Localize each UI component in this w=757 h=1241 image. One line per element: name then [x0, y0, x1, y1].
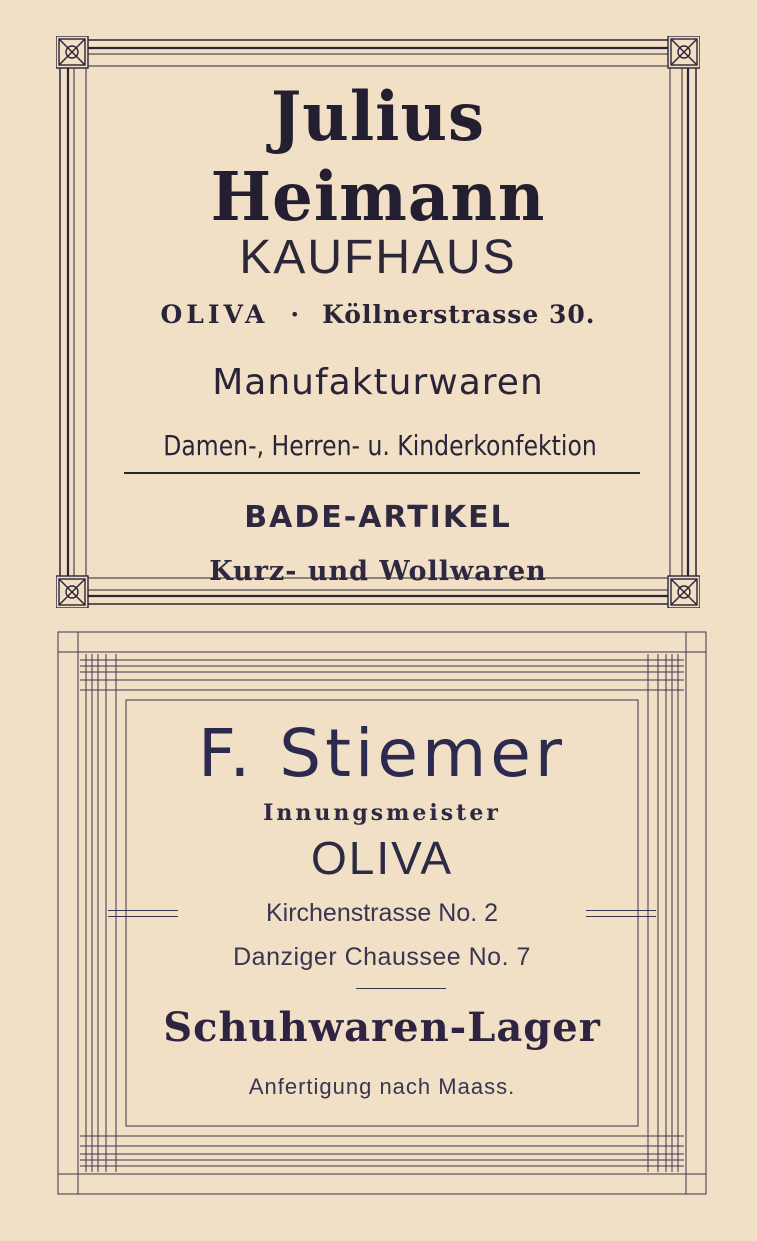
business-line: Schuhwaren-Lager	[163, 1004, 601, 1051]
advert-heimann	[56, 36, 700, 608]
street: Köllnerstrasse 30.	[322, 300, 596, 329]
konfektion-underline	[124, 472, 640, 474]
address-kirchenstrasse: Kirchenstrasse No. 2	[265, 899, 499, 927]
advert-heimann-content	[96, 76, 660, 587]
company-name: Julius Heimann	[210, 78, 546, 237]
line-manufaktur: Manufakturwaren	[212, 362, 544, 403]
line-konfektion: Damen-, Herren- u. Kinderkonfektion	[163, 429, 597, 462]
divider-rule	[356, 988, 446, 989]
address-line	[96, 298, 660, 332]
separator-dot: ·	[290, 300, 301, 329]
city: OLIVA	[160, 300, 269, 329]
title: Innungsmeister	[263, 800, 501, 826]
business-kind: KAUFHAUS	[239, 231, 517, 284]
advert-stiemer	[56, 630, 708, 1196]
address-danziger-chaussee: Danziger Chaussee No. 7	[233, 943, 531, 971]
city: OLIVA	[310, 832, 454, 884]
advert-stiemer-content	[136, 690, 628, 1136]
line-bade-artikel: BADE-ARTIKEL	[244, 500, 512, 535]
line-kurz-wollwaren: Kurz- und Wollwaren	[209, 556, 547, 587]
company-name: F. Stiemer	[197, 715, 567, 792]
note-line: Anfertigung nach Maass.	[248, 1074, 516, 1099]
